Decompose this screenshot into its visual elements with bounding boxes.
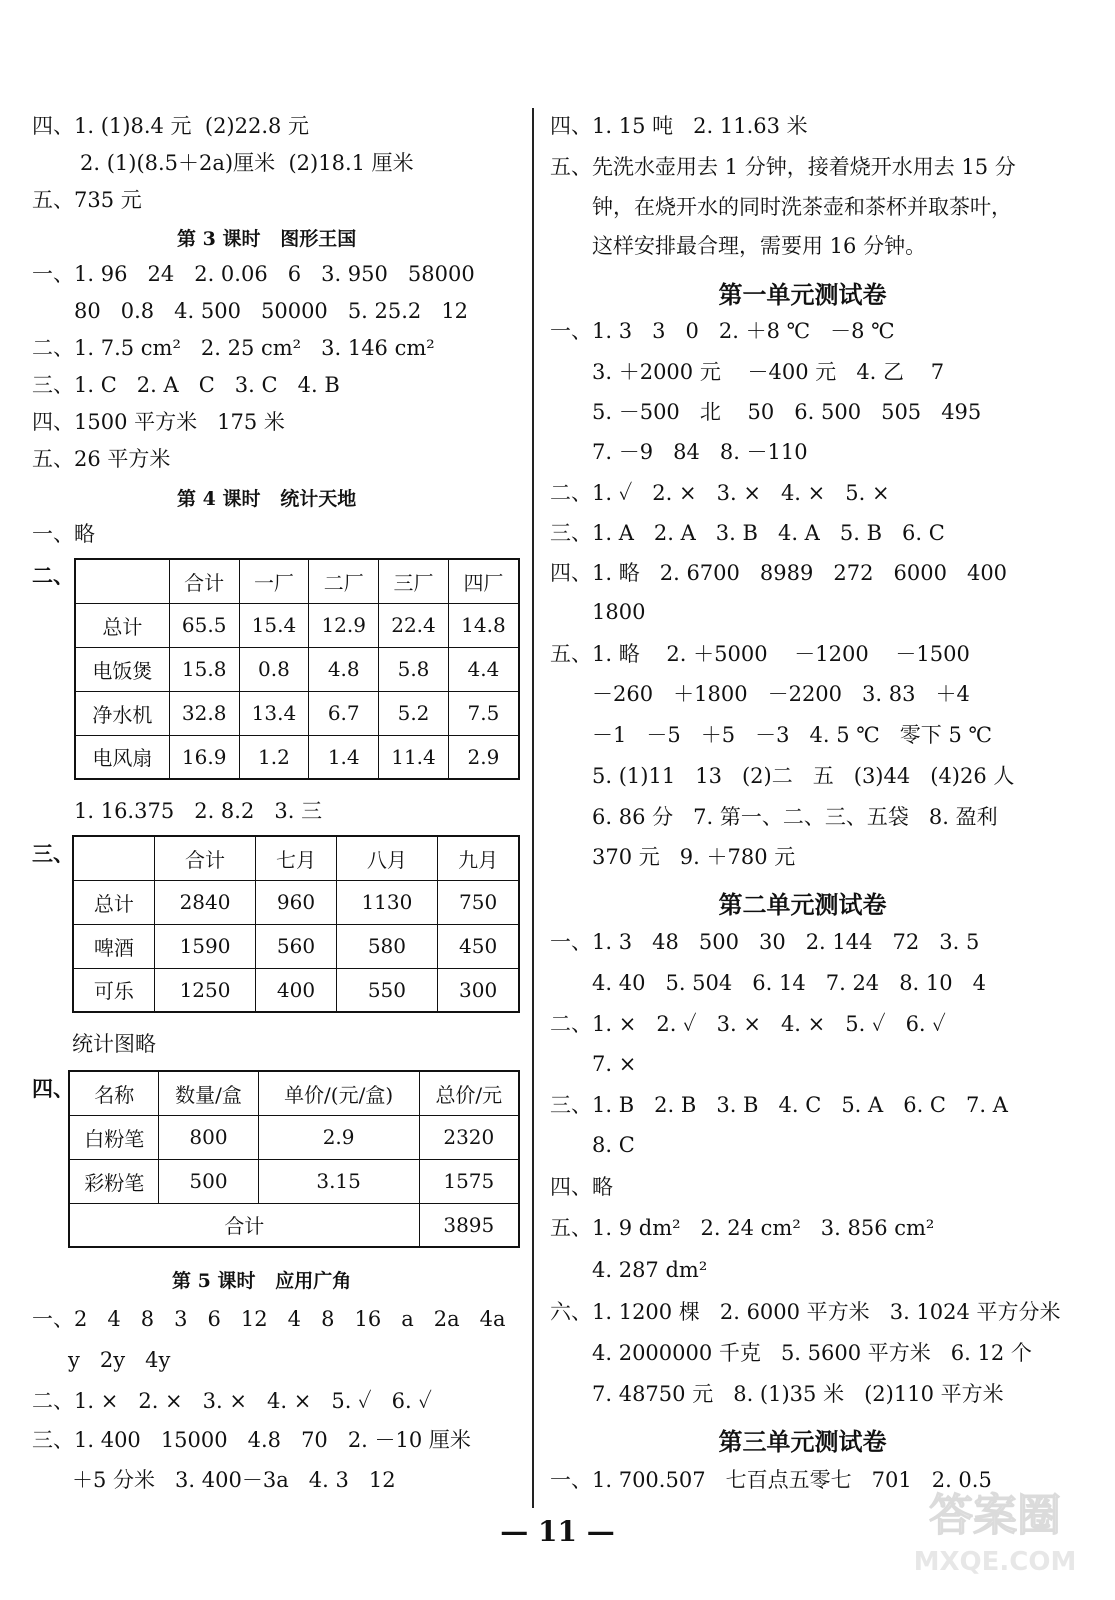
table-cell: 4.8	[309, 647, 379, 691]
unit-test-heading: 第三单元测试卷	[718, 1427, 887, 1456]
table-cell: 二厂	[309, 559, 379, 603]
lesson-heading: 第 3 课时 图形王国	[177, 228, 357, 250]
table-cell: 1130	[336, 880, 438, 924]
answer-line: 7. －9 84 8. －110	[592, 440, 808, 464]
answer-line: 四、1. 略 2. 6700 8989 272 6000 400	[550, 561, 1008, 585]
answer-line: y 2y 4y	[68, 1348, 171, 1372]
table-cell	[75, 559, 169, 603]
answer-line: 7. ×	[592, 1052, 637, 1076]
answer-line: 四、1. 15 吨 2. 11.63 米	[550, 114, 808, 138]
answer-line: 一、2 4 8 3 6 12 4 8 16 a 2a 4a	[32, 1307, 506, 1331]
answer-line: 二、1. × 2. ✓ 3. × 4. × 5. ✓ 6. ✓	[550, 1012, 946, 1036]
table-cell: 15.8	[169, 647, 239, 691]
table-cell: 7.5	[448, 691, 519, 735]
table-cell: 总计	[73, 880, 154, 924]
table-cell: 名称	[69, 1071, 159, 1115]
answer-line: 统计图略	[72, 1032, 156, 1056]
table-header-row	[73, 836, 519, 880]
table-cell: 560	[256, 924, 336, 968]
table-cell: 450	[438, 924, 519, 968]
table-cell: 14.8	[448, 603, 519, 647]
table-cell: 1.4	[309, 735, 379, 779]
answer-line: 1. 16.375 2. 8.2 3. 三	[74, 799, 323, 823]
table-cell: 数量/盒	[159, 1071, 258, 1115]
answer-line: 4. 2000000 千克 5. 5600 平方米 6. 12 个	[592, 1341, 1032, 1365]
table-cell	[73, 836, 154, 880]
table-total-row	[69, 1203, 519, 1247]
table-cell: 彩粉笔	[69, 1159, 159, 1203]
answer-line: 五、1. 9 dm² 2. 24 cm² 3. 856 cm²	[550, 1216, 935, 1240]
answer-line: 二、1. ✓ 2. × 3. × 4. × 5. ×	[550, 481, 890, 505]
table-cell: 1250	[154, 968, 256, 1012]
answer-line: 这样安排最合理，需要用 16 分钟。	[592, 234, 927, 258]
table-cell: 啤酒	[73, 924, 154, 968]
chalk-table	[68, 1070, 520, 1248]
table-row	[69, 1159, 519, 1203]
table-cell: 八月	[336, 836, 438, 880]
table-cell: 电风扇	[75, 735, 169, 779]
section-label: 三、	[32, 841, 74, 866]
answer-line: ＋5 分米 3. 400－3a 4. 3 12	[72, 1468, 396, 1492]
answer-line: 4. 287 dm²	[592, 1258, 708, 1282]
table-row	[73, 968, 519, 1012]
table-cell: 0.8	[239, 647, 309, 691]
table-row	[73, 880, 519, 924]
table-cell: 5.8	[379, 647, 449, 691]
answer-line: 三、1. B 2. B 3. B 4. C 5. A 6. C 7. A	[550, 1093, 1008, 1117]
table-row	[73, 924, 519, 968]
answer-line: 7. 48750 元 8. (1)35 米 (2)110 平方米	[592, 1382, 1004, 1406]
table-cell: 750	[438, 880, 519, 924]
table-cell: 800	[159, 1115, 258, 1159]
answer-line: 5. －500 北 50 6. 500 505 495	[592, 400, 982, 424]
table-header-row	[75, 559, 519, 603]
table-cell: 七月	[256, 836, 336, 880]
table-row	[75, 691, 519, 735]
table-cell: 32.8	[169, 691, 239, 735]
table-cell: 1.2	[239, 735, 309, 779]
table-cell: 三厂	[379, 559, 449, 603]
answer-line: 2. (1)(8.5＋2a)厘米 (2)18.1 厘米	[80, 151, 414, 175]
unit-test-heading: 第一单元测试卷	[718, 280, 887, 309]
table-cell: 960	[256, 880, 336, 924]
table-cell: 2.9	[258, 1115, 419, 1159]
answer-line: 一、1. 96 24 2. 0.06 6 3. 950 58000	[32, 262, 475, 286]
table-cell: 65.5	[169, 603, 239, 647]
answer-line: 五、1. 略 2. ＋5000 －1200 －1500	[550, 642, 970, 666]
table-cell: 四厂	[448, 559, 519, 603]
answer-line: 钟，在烧开水的同时洗茶壶和茶杯并取茶叶，	[592, 195, 1012, 219]
table-row	[69, 1115, 519, 1159]
table-cell: 500	[159, 1159, 258, 1203]
svg-text:答案圈: 答案圈	[929, 1490, 1061, 1541]
table-cell: 九月	[438, 836, 519, 880]
table-cell: 2320	[419, 1115, 519, 1159]
answer-line: 二、1. 7.5 cm² 2. 25 cm² 3. 146 cm²	[32, 336, 435, 360]
table-cell: 单价/(元/盒)	[258, 1071, 419, 1115]
answer-line: 五、26 平方米	[32, 447, 171, 471]
table-cell: 300	[438, 968, 519, 1012]
answer-line: 4. 40 5. 504 6. 14 7. 24 8. 10 4	[592, 971, 987, 995]
table-row	[75, 603, 519, 647]
table-cell: 可乐	[73, 968, 154, 1012]
section-label: 二、	[32, 563, 74, 588]
table-cell: 6.7	[309, 691, 379, 735]
answer-line: －260 ＋1800 －2200 3. 83 ＋4	[592, 682, 970, 706]
answer-line: 三、1. 400 15000 4.8 70 2. －10 厘米	[32, 1428, 471, 1452]
answer-line: 一、1. 3 48 500 30 2. 144 72 3. 5	[550, 930, 980, 954]
answer-line: 80 0.8 4. 500 50000 5. 25.2 12	[74, 299, 469, 323]
table-cell: 2.9	[448, 735, 519, 779]
answer-line: 8. C	[592, 1133, 635, 1157]
lesson-heading: 第 5 课时 应用广角	[172, 1270, 352, 1292]
answer-line: 370 元 9. ＋780 元	[592, 845, 796, 869]
table-cell: 5.2	[379, 691, 449, 735]
page-number: — 11 —	[500, 1515, 615, 1548]
answer-line: 3. ＋2000 元 －400 元 4. 乙 7	[592, 360, 945, 384]
answer-line: 五、735 元	[32, 188, 142, 212]
table-cell: 4.4	[448, 647, 519, 691]
table-cell: 一厂	[239, 559, 309, 603]
answer-line: 6. 86 分 7. 第一、二、三、五袋 8. 盈利	[592, 805, 998, 829]
table-cell: 22.4	[379, 603, 449, 647]
section-label: 四、	[32, 1076, 74, 1101]
total-label: 合计	[69, 1203, 419, 1247]
table-cell: 400	[256, 968, 336, 1012]
table-cell: 13.4	[239, 691, 309, 735]
answer-line: 一、1. 3 3 0 2. ＋8 ℃ －8 ℃	[550, 319, 895, 343]
table-cell: 总计	[75, 603, 169, 647]
watermark-logo	[900, 1475, 1090, 1585]
table-cell: 1590	[154, 924, 256, 968]
table-row	[75, 735, 519, 779]
answer-line: 一、略	[32, 522, 95, 546]
table-cell: 白粉笔	[69, 1115, 159, 1159]
answer-line: 一、1. 700.507 七百点五零七 701 2. 0.5	[550, 1468, 992, 1492]
sales-table	[72, 835, 520, 1013]
table-cell: 合计	[169, 559, 239, 603]
answer-line: 1800	[592, 600, 646, 624]
table-cell: 12.9	[309, 603, 379, 647]
answer-line: －1 －5 ＋5 －3 4. 5 ℃ 零下 5 ℃	[592, 723, 993, 747]
column-divider	[532, 108, 534, 1508]
table-cell: 1575	[419, 1159, 519, 1203]
table-cell: 合计	[154, 836, 256, 880]
factory-table	[74, 558, 520, 780]
answer-line: 四、略	[550, 1175, 613, 1199]
table-cell: 净水机	[75, 691, 169, 735]
answer-line: 四、1. (1)8.4 元 (2)22.8 元	[32, 114, 310, 138]
answer-line: 三、1. A 2. A 3. B 4. A 5. B 6. C	[550, 521, 945, 545]
total-value: 3895	[419, 1203, 519, 1247]
table-cell: 电饭煲	[75, 647, 169, 691]
table-cell: 580	[336, 924, 438, 968]
table-cell: 总价/元	[419, 1071, 519, 1115]
answer-line: 五、先洗水壶用去 1 分钟，接着烧开水用去 15 分	[550, 155, 1016, 179]
table-cell: 550	[336, 968, 438, 1012]
table-cell: 15.4	[239, 603, 309, 647]
answer-line: 六、1. 1200 棵 2. 6000 平方米 3. 1024 平方分米	[550, 1300, 1061, 1324]
answer-line: 三、1. C 2. A C 3. C 4. B	[32, 373, 340, 397]
unit-test-heading: 第二单元测试卷	[718, 890, 887, 919]
table-header-row	[69, 1071, 519, 1115]
lesson-heading: 第 4 课时 统计天地	[177, 488, 357, 510]
answer-line: 四、1500 平方米 175 米	[32, 410, 285, 434]
table-cell: 16.9	[169, 735, 239, 779]
table-cell: 11.4	[379, 735, 449, 779]
table-cell: 3.15	[258, 1159, 419, 1203]
answer-line: 二、1. × 2. × 3. × 4. × 5. ✓ 6. ✓	[32, 1389, 432, 1413]
svg-text:MXQE.COM: MXQE.COM	[913, 1547, 1077, 1577]
table-row	[75, 647, 519, 691]
answer-line: 5. (1)11 13 (2)二 五 (3)44 (4)26 人	[592, 764, 1015, 788]
table-cell: 2840	[154, 880, 256, 924]
